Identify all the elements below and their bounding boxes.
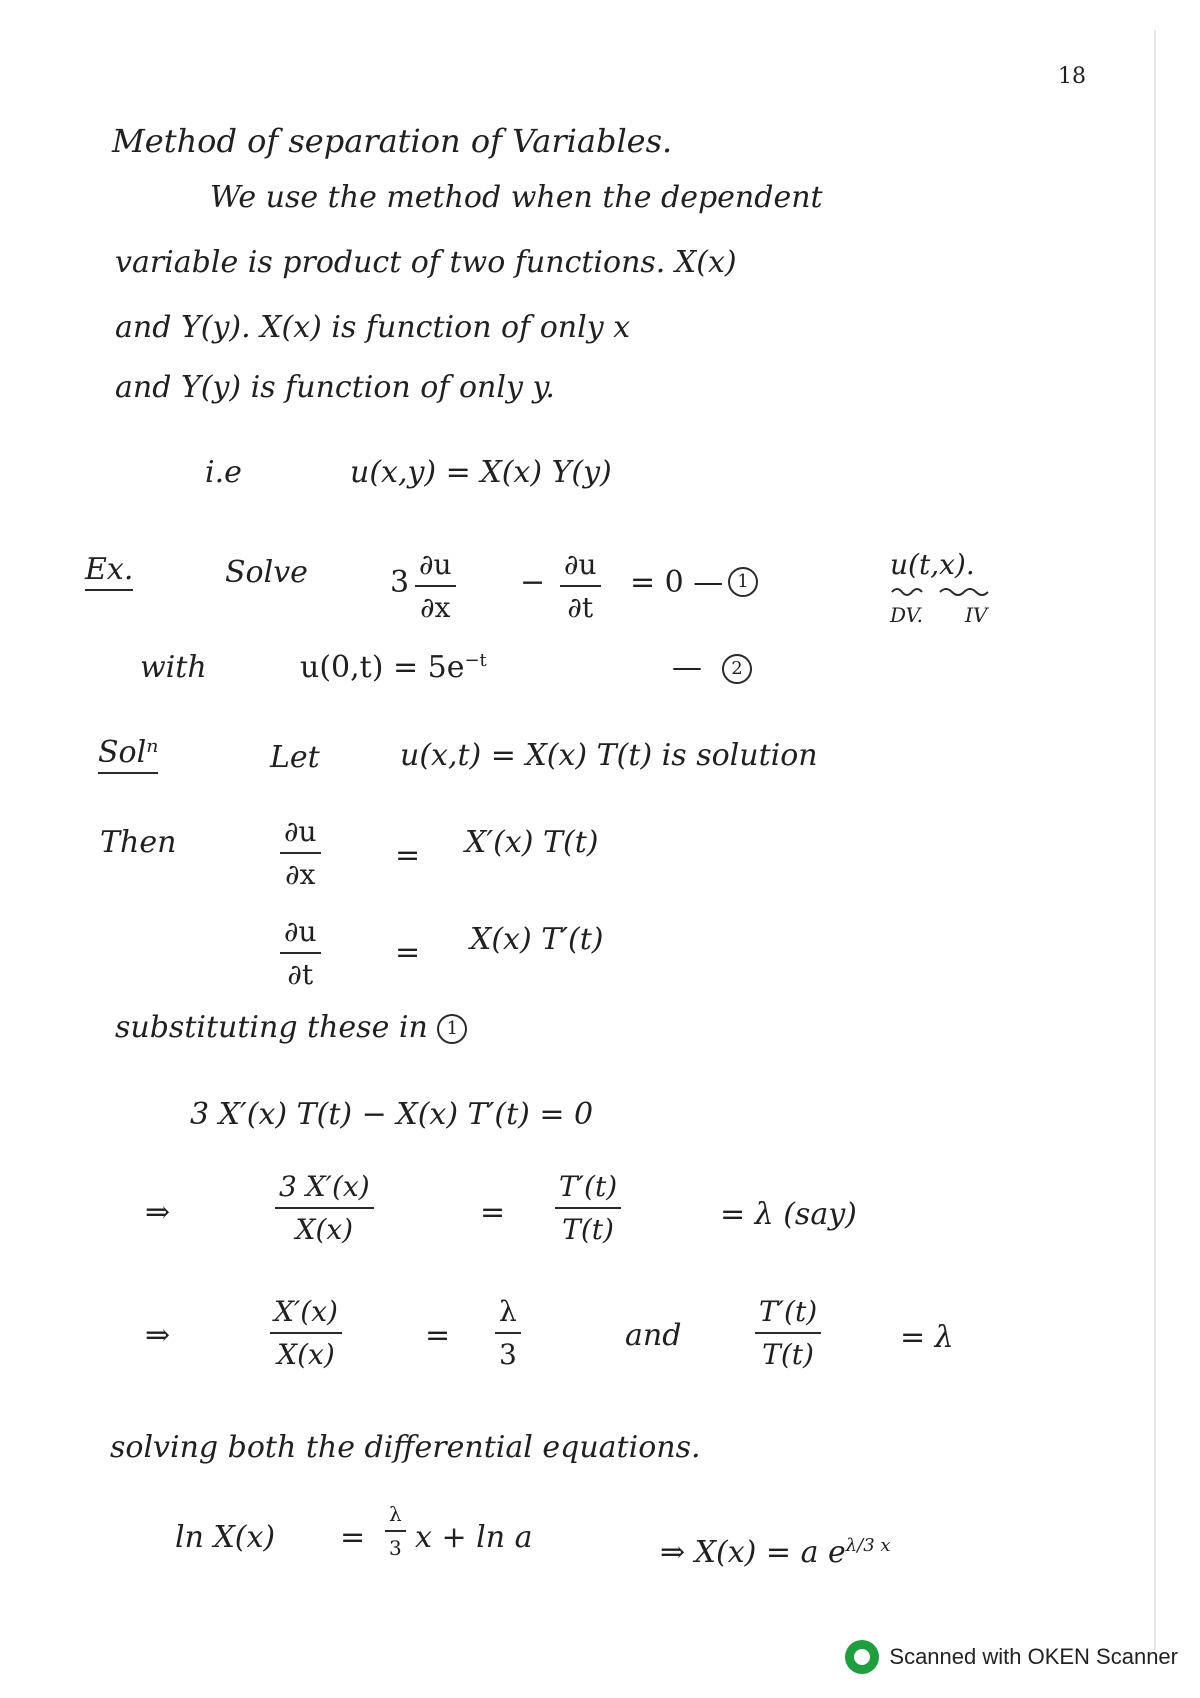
- frac-den: T(t): [762, 1338, 814, 1371]
- frac-den: ∂t: [287, 958, 314, 991]
- frac-den: T(t): [562, 1213, 614, 1246]
- equals-sign: =: [340, 1520, 366, 1555]
- frac-num: T′(t): [559, 1170, 618, 1203]
- eq-rhs: = 0 —: [630, 565, 724, 600]
- and-word: and: [625, 1318, 682, 1353]
- frac-num: ∂u: [284, 915, 317, 948]
- minus-sign: −: [520, 565, 546, 600]
- frac-num: λ: [389, 1502, 402, 1526]
- page-title: Method of separation of Variables.: [112, 122, 673, 160]
- frac-num: ∂u: [284, 815, 317, 848]
- function-notation: u(t,x).: [890, 548, 975, 581]
- condition-dash: —: [672, 650, 702, 685]
- substituting-text: substituting these in: [115, 1010, 428, 1045]
- independent-variable-label: IV: [965, 603, 988, 627]
- let-word: Let: [270, 740, 320, 775]
- substituting-line: [115, 1010, 467, 1045]
- with-word: with: [140, 650, 207, 685]
- frac-num: T′(t): [759, 1295, 818, 1328]
- combined-equation: 3 X′(x) T(t) − X(x) T′(t) = 0: [190, 1097, 594, 1132]
- frac-num: λ: [499, 1295, 517, 1328]
- frac-den: ∂t: [567, 591, 594, 624]
- result-lhs: ⇒ X(x) = a e: [660, 1535, 846, 1570]
- equals-sign: =: [395, 935, 421, 970]
- frac-den: ∂x: [285, 858, 316, 891]
- fraction-bar: [275, 1207, 374, 1209]
- step1-left-fraction: [275, 1170, 374, 1246]
- ln-fraction: [385, 1502, 406, 1560]
- page-number: 18: [1058, 64, 1086, 89]
- underbrace-squiggle: [890, 585, 1010, 599]
- derivative-x: X′(x) T(t): [465, 825, 599, 860]
- equation-number-1: 1: [728, 567, 758, 597]
- dependent-variable-label: DV.: [890, 603, 923, 627]
- let-equation: u(x,t) = X(x) T(t) is solution: [400, 738, 818, 773]
- equals-sign: =: [425, 1318, 451, 1353]
- ln-lhs: ln X(x): [175, 1520, 276, 1555]
- page-edge: [1154, 30, 1156, 1650]
- condition-base: u(0,t) = 5e: [300, 650, 465, 685]
- equals-sign: =: [480, 1195, 506, 1230]
- equation-number-2: 2: [722, 654, 752, 684]
- intro-line-1: We use the method when the dependent: [210, 180, 823, 215]
- frac-num: ∂u: [564, 548, 597, 581]
- step2-tail: = λ: [900, 1320, 954, 1355]
- solving-line: solving both the differential equations.: [110, 1430, 701, 1465]
- derivative-t: X(x) T′(t): [470, 922, 604, 957]
- frac-den: 3: [389, 1536, 402, 1560]
- frac-du-dt-solution: [280, 915, 321, 991]
- ie-label: i.e: [205, 455, 242, 490]
- intro-line-4: and Y(y) is function of only y.: [115, 370, 555, 405]
- ie-equation: u(x,y) = X(x) Y(y): [350, 455, 612, 490]
- then-word: Then: [100, 825, 177, 860]
- result-equation: [660, 1535, 891, 1570]
- frac-den: X(x): [295, 1213, 354, 1246]
- step2-middle-fraction: [495, 1295, 521, 1371]
- frac-du-dx: [415, 548, 456, 624]
- fraction-bar: [755, 1332, 821, 1334]
- initial-condition: [300, 650, 487, 685]
- eq-coefficient: 3: [390, 565, 410, 600]
- fraction-bar: [280, 852, 321, 854]
- intro-line-3: and Y(y). X(x) is function of only x: [115, 310, 631, 345]
- fraction-bar: [555, 1207, 621, 1209]
- scanner-watermark: [845, 1640, 1178, 1674]
- frac-den: ∂x: [420, 591, 451, 624]
- frac-den: X(x): [277, 1338, 335, 1371]
- condition-exponent: −t: [464, 650, 487, 671]
- intro-line-2: variable is product of two functions. X(x): [115, 245, 737, 280]
- fraction-bar: [385, 1530, 406, 1532]
- frac-num: ∂u: [419, 548, 452, 581]
- result-exponent: λ/3 x: [845, 1535, 891, 1556]
- equals-sign: =: [395, 838, 421, 873]
- step2-right-fraction: [755, 1295, 821, 1371]
- step2-left-fraction: [270, 1295, 342, 1371]
- solve-word: Solve: [225, 555, 308, 590]
- frac-du-dt: [560, 548, 601, 624]
- fraction-bar: [280, 952, 321, 954]
- fraction-bar: [495, 1332, 521, 1334]
- frac-num: X′(x): [274, 1295, 338, 1328]
- step1-right-fraction: [555, 1170, 621, 1246]
- frac-num: 3 X′(x): [279, 1170, 370, 1203]
- fraction-bar: [560, 585, 601, 587]
- ln-rhs: x + ln a: [415, 1520, 533, 1555]
- fraction-bar: [270, 1332, 342, 1334]
- scanner-text: Scanned with OKEN Scanner: [889, 1644, 1178, 1669]
- example-label: Ex.: [85, 552, 133, 591]
- solution-label: Solⁿ: [98, 735, 158, 774]
- frac-den: 3: [499, 1338, 517, 1371]
- step1-tail: = λ (say): [720, 1197, 857, 1232]
- implies-arrow: ⇒: [145, 1318, 171, 1353]
- fraction-bar: [415, 585, 456, 587]
- equation-ref-1: 1: [437, 1014, 467, 1044]
- implies-arrow: ⇒: [145, 1195, 171, 1230]
- frac-du-dx-solution: [280, 815, 321, 891]
- scanner-logo-icon: [845, 1640, 879, 1674]
